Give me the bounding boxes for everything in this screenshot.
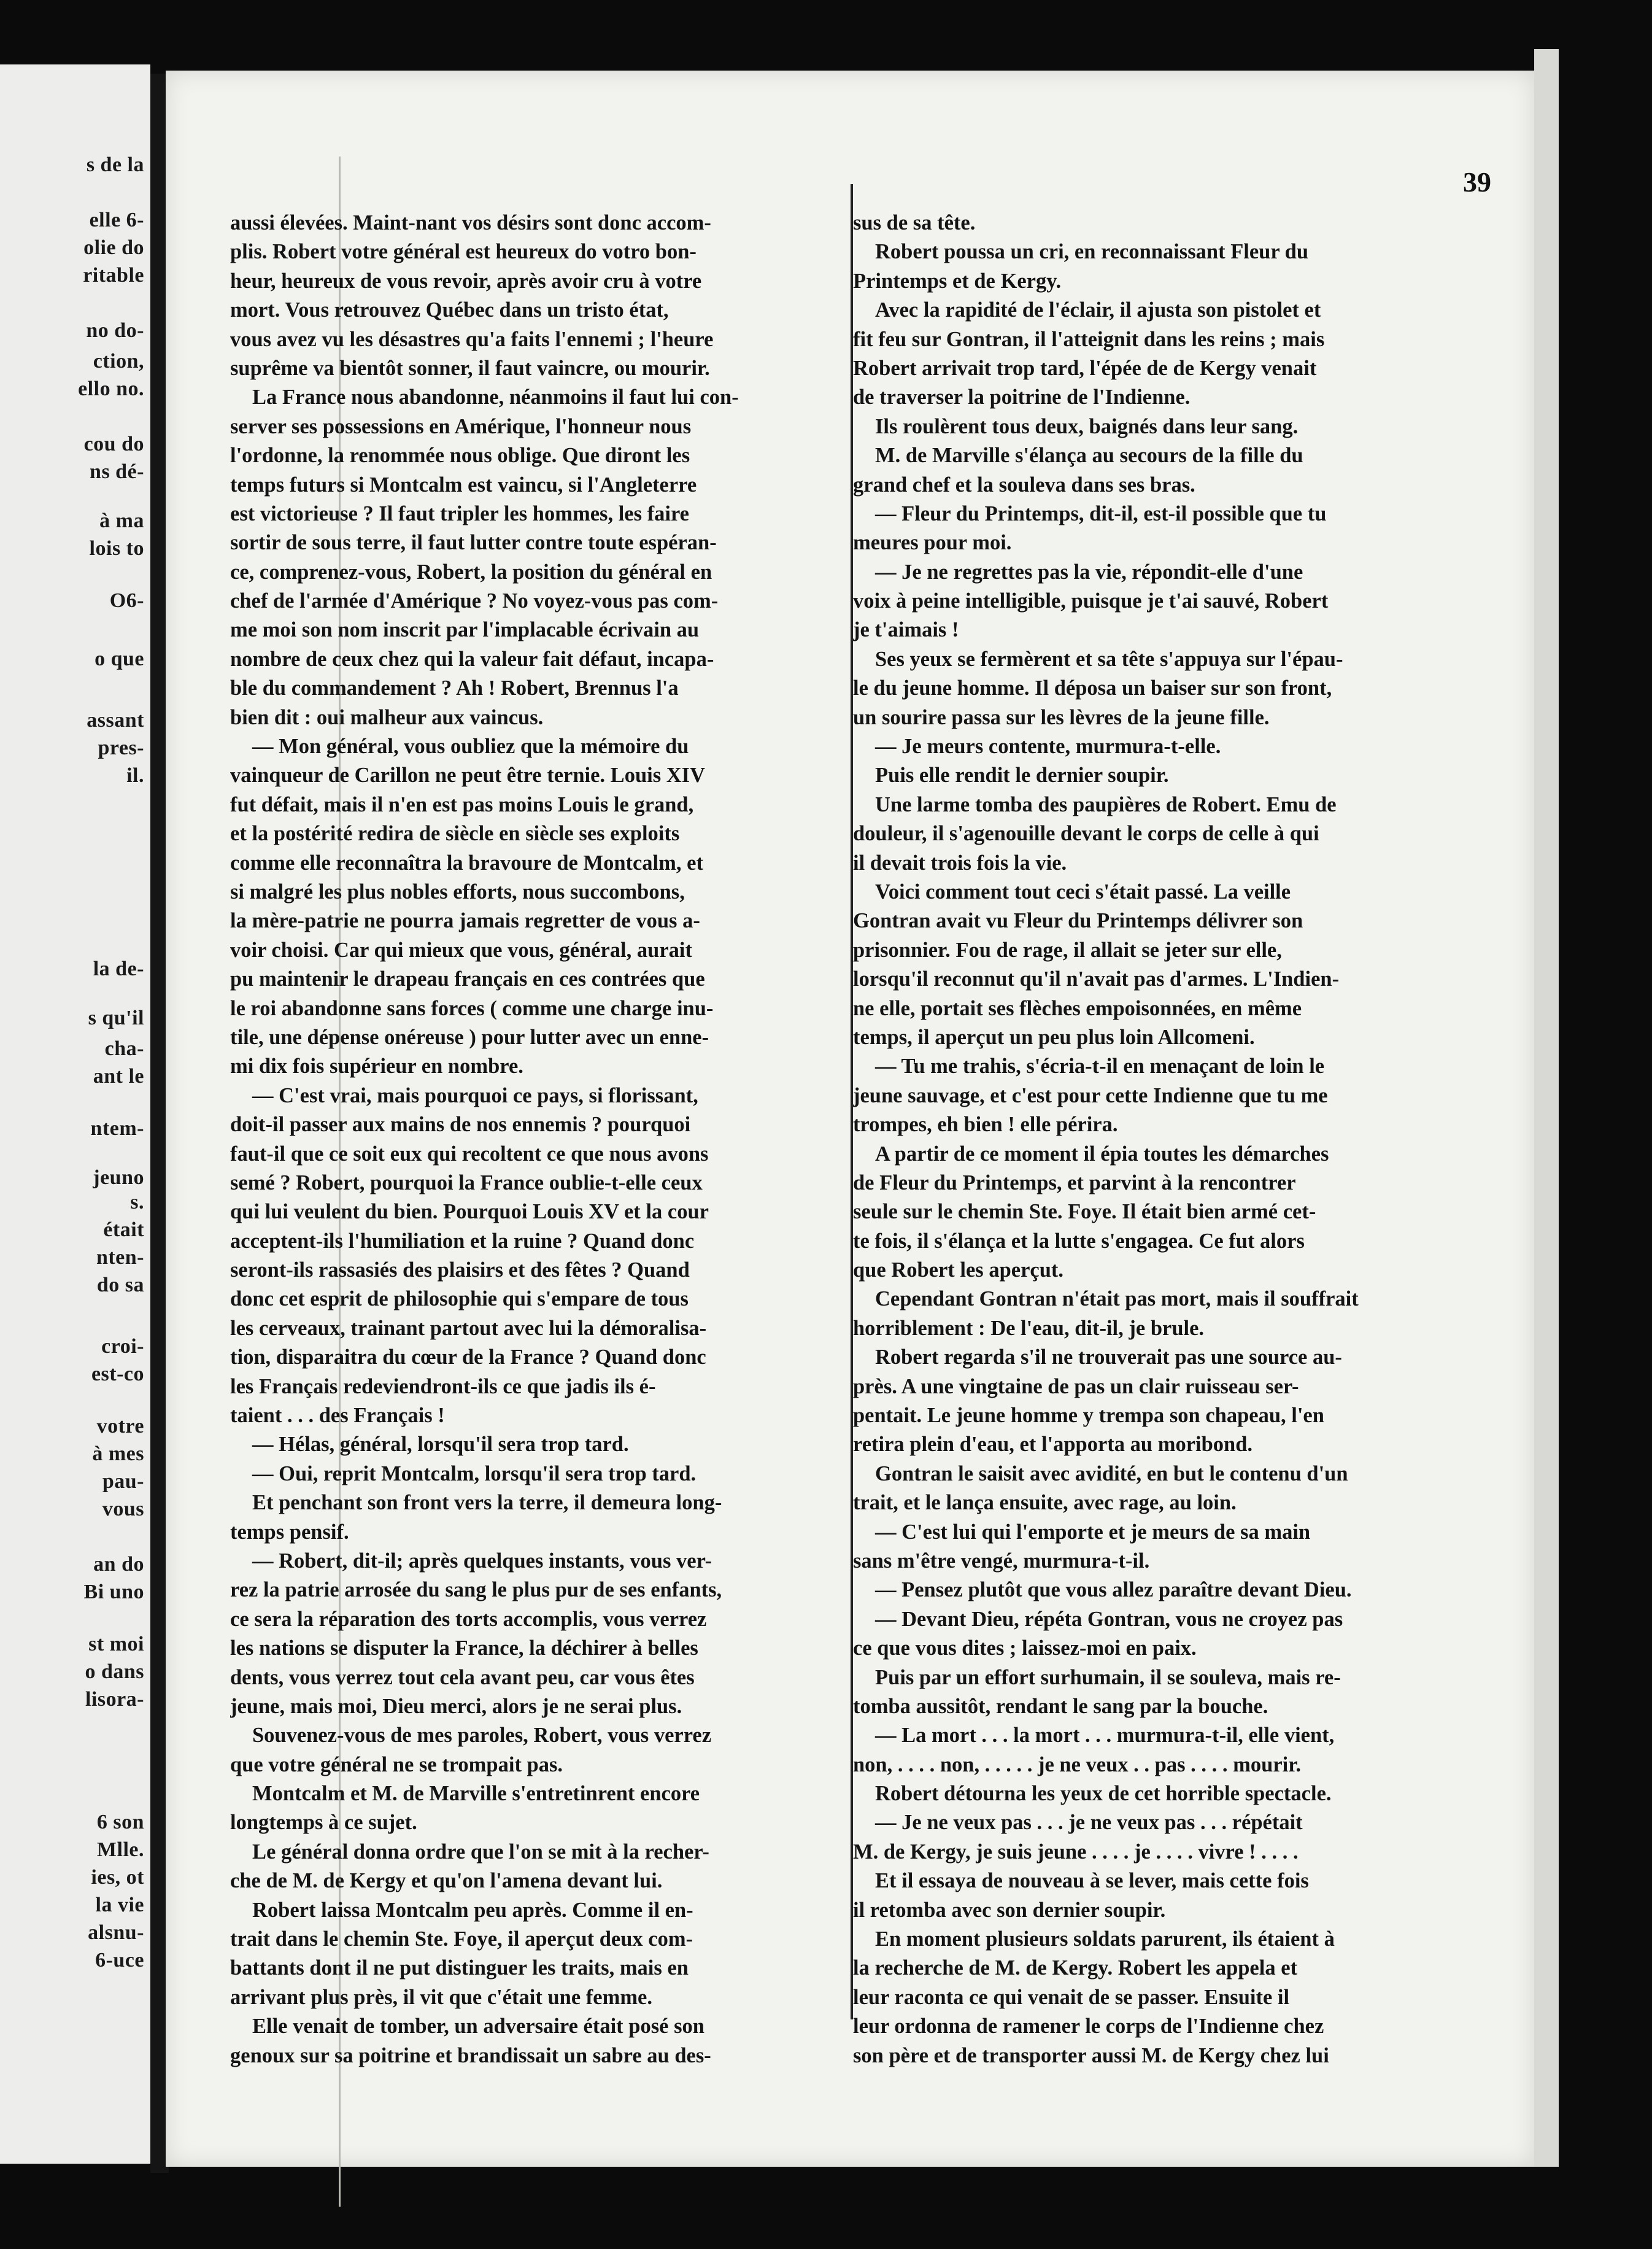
right-column-line: il retomba avec son dernier soupir. (853, 1898, 1166, 1922)
previous-page-text: pau- (102, 1470, 144, 1493)
previous-page-text: lisora- (85, 1688, 144, 1711)
left-column-line: les cerveaux, trainant partout avec lui la démoralisa- (230, 1316, 707, 1340)
left-column-line: Montcalm et M. de Marville s'entretinrent encore (252, 1782, 700, 1806)
left-column-line: longtemps à ce sujet. (230, 1811, 417, 1835)
right-column-line: non, . . . . non, . . . . . je ne veux . . pas . . . . mourir. (853, 1752, 1302, 1776)
right-column-line: tomba aussitôt, rendant le sang par la bouche. (853, 1694, 1268, 1718)
left-column-line: et la postérité redira de siècle en siècle ses exploits (230, 822, 680, 846)
right-column-line: Gontran avait vu Fleur du Printemps délivrer son (853, 909, 1303, 933)
left-column-line: plis. Robert votre général est heureux do votro bon- (230, 240, 697, 264)
left-column-line: comme elle reconnaîtra la bravoure de Montcalm, et (230, 851, 703, 875)
right-column-line: M. de Kergy, je suis jeune . . . . je . . . . vivre ! . . . . (853, 1840, 1299, 1864)
right-column-line: meures pour moi. (853, 531, 1012, 555)
right-column-line: Puis elle rendit le dernier soupir. (875, 764, 1169, 788)
left-column-line: trait dans le chemin Ste. Foye, il aperçut deux com- (230, 1927, 693, 1951)
right-column-line: te fois, il s'élança et la lutte s'engagea. Ce fut alors (853, 1229, 1305, 1253)
right-column-line: Ses yeux se fermèrent et sa tête s'appuya sur l'épau- (875, 647, 1343, 671)
previous-page-text: cha- (104, 1037, 144, 1060)
left-column-line: bien dit : oui malheur aux vaincus. (230, 705, 544, 729)
right-column-line: A partir de ce moment il épia toutes les démarches (875, 1142, 1329, 1166)
left-column-line: le roi abandonne sans forces ( comme une charge inu- (230, 996, 714, 1020)
left-column-line: ce, comprenez-vous, Robert, la position du général en (230, 560, 712, 584)
previous-page-text: croi- (101, 1335, 144, 1358)
previous-page-text: cou do (83, 433, 144, 455)
left-column-line: donc cet esprit de philosophie qui s'empare de tous (230, 1287, 689, 1311)
page-number: 39 (1463, 166, 1491, 198)
previous-page-text: olie do (83, 236, 144, 259)
left-column-line: genoux sur sa poitrine et brandissait un sabre au des- (230, 2043, 711, 2067)
left-column-line: vous avez vu les désastres qu'a faits l'ennemi ; l'heure (230, 327, 714, 351)
left-column-line: acceptent-ils l'humiliation et la ruine ? Quand donc (230, 1229, 695, 1253)
right-column-line: trompes, eh bien ! elle périra. (853, 1113, 1118, 1137)
left-column-line: ce sera la réparation des torts accomplis, vous verrez (230, 1607, 707, 1631)
right-column-line: En moment plusieurs soldats parurent, ils étaient à (875, 1927, 1335, 1951)
right-column-line: ne elle, portait ses flèches empoisonnées, en même (853, 996, 1302, 1020)
right-column-line: M. de Marville s'élança au secours de la fille du (875, 444, 1303, 468)
right-text-column (853, 209, 1470, 2070)
right-column-line: près. A une vingtaine de pas un clair ruisseau ser- (853, 1374, 1299, 1398)
previous-page-text: ritable (83, 264, 144, 287)
right-column-line: le du jeune homme. Il déposa un baiser sur son front, (853, 676, 1332, 700)
previous-page-text: était (103, 1218, 144, 1241)
right-column-line: Puis par un effort surhumain, il se souleva, mais re- (875, 1665, 1341, 1689)
right-column-line: leur raconta ce qui venait de se passer. Ensuite il (853, 1985, 1290, 2009)
left-column-line: si malgré les plus nobles efforts, nous succombons, (230, 880, 685, 904)
previous-page-fragment (0, 64, 150, 2164)
previous-page-text: s. (130, 1191, 144, 1214)
right-column-line: son père et de transporter aussi M. de Kergy chez lui (853, 2043, 1329, 2067)
right-column-line: fit feu sur Gontran, il l'atteignit dans les reins ; mais (853, 327, 1325, 351)
right-column-line: — Je ne veux pas . . . je ne veux pas . . . répétait (875, 1811, 1303, 1835)
left-column-line: fut défait, mais il n'en est pas moins Louis le grand, (230, 792, 694, 816)
left-column-line: — Hélas, général, lorsqu'il sera trop tard. (252, 1433, 629, 1457)
right-column-line: douleur, il s'agenouille devant le corps de celle à qui (853, 822, 1319, 846)
left-column-line: ble du commandement ? Ah ! Robert, Brennus l'a (230, 676, 679, 700)
right-column-line: — Fleur du Printemps, dit-il, est-il possible que tu (875, 501, 1327, 525)
right-column-line: voix à peine intelligible, puisque je t'ai sauvé, Robert (853, 589, 1329, 613)
left-column-line: La France nous abandonne, néanmoins il faut lui con- (252, 385, 739, 409)
left-column-line: jeune, mais moi, Dieu merci, alors je ne serai plus. (230, 1694, 682, 1718)
left-column-line: — C'est vrai, mais pourquoi ce pays, si florissant, (252, 1083, 698, 1107)
right-column-line: temps, il aperçut un peu plus loin Allcomeni. (853, 1025, 1255, 1049)
right-column-line: grand chef et la souleva dans ses bras. (853, 473, 1195, 497)
right-column-line: un sourire passa sur les lèvres de la jeune fille. (853, 705, 1270, 729)
right-column-line: leur ordonna de ramener le corps de l'Indienne chez (853, 2015, 1324, 2038)
page-edge (1534, 49, 1559, 2167)
right-column-line: sus de sa tête. (853, 211, 976, 234)
left-text-column (230, 209, 847, 2070)
left-column-line: tion, disparaitra du cœur de la France ? Quand donc (230, 1345, 706, 1369)
previous-page-text: no do- (86, 319, 144, 342)
left-column-line: Le général donna ordre que l'on se mit à la recher- (252, 1840, 709, 1864)
left-column-line: mort. Vous retrouvez Québec dans un tristo état, (230, 298, 669, 322)
previous-page-text: ntem- (90, 1117, 144, 1140)
right-column-line: — Pensez plutôt que vous allez paraître devant Dieu. (875, 1578, 1352, 1602)
left-column-line: heur, heureux de vous revoir, après avoir cru à votre (230, 269, 702, 293)
left-column-line: aussi élevées. Maint-nant vos désirs sont donc accom- (230, 211, 711, 234)
previous-page-text: 6-uce (95, 1949, 144, 1972)
left-column-line: l'ordonne, la renommée nous oblige. Que diront les (230, 444, 690, 468)
previous-page-text: est-co (91, 1363, 144, 1385)
previous-page-text: s qu'il (88, 1007, 144, 1029)
left-column-line: rez la patrie arrosée du sang le plus pur de ses enfants, (230, 1578, 722, 1602)
previous-page-text: ction, (93, 350, 144, 373)
right-column-line: trait, et le lança ensuite, avec rage, au loin. (853, 1491, 1237, 1515)
left-column-line: seront-ils rassasiés des plaisirs et des fêtes ? Quand (230, 1258, 690, 1282)
right-column-line: — Tu me trahis, s'écria-t-il en menaçant de loin le (875, 1055, 1325, 1078)
previous-page-text: an do (93, 1553, 144, 1576)
left-column-line: les Français redeviendront-ils ce que jadis ils é- (230, 1374, 656, 1398)
previous-page-text: vous (102, 1498, 144, 1520)
previous-page-text: il. (126, 764, 144, 787)
right-column-line: pentait. Le jeune homme y trempa son chapeau, l'en (853, 1404, 1324, 1428)
previous-page-text: o dans (85, 1660, 144, 1683)
left-column-line: dents, vous verrez tout cela avant peu, car vous êtes (230, 1665, 695, 1689)
left-column-line: — Oui, reprit Montcalm, lorsqu'il sera trop tard. (252, 1461, 697, 1485)
previous-page-text: à mes (92, 1442, 144, 1465)
right-column-line: Printemps et de Kergy. (853, 269, 1062, 293)
previous-page-text: ies, ot (91, 1866, 144, 1889)
right-column-line: il devait trois fois la vie. (853, 851, 1067, 875)
previous-page-text: elle 6- (89, 209, 144, 231)
right-column-line: que Robert les aperçut. (853, 1258, 1064, 1282)
previous-page-text: Mlle. (96, 1838, 144, 1861)
previous-page-text: Bi uno (83, 1581, 144, 1603)
right-column-line: Robert regarda s'il ne trouverait pas une source au- (875, 1345, 1342, 1369)
left-column-line: che de M. de Kergy et qu'on l'amena devant lui. (230, 1869, 663, 1893)
right-column-line: de Fleur du Printemps, et parvint à la rencontrer (853, 1171, 1296, 1194)
right-column-line: lorsqu'il reconnut qu'il n'avait pas d'armes. L'Indien- (853, 967, 1340, 991)
left-column-line: — Mon général, vous oubliez que la mémoire du (252, 735, 689, 759)
right-column-line: de traverser la poitrine de l'Indienne. (853, 385, 1191, 409)
right-column-line: — Je ne regrettes pas la vie, répondit-elle d'une (875, 560, 1303, 584)
left-column-line: les nations se disputer la France, la déchirer à belles (230, 1636, 698, 1660)
left-column-line: Et penchant son front vers la terre, il demeura long- (252, 1491, 722, 1515)
left-column-line: Souvenez-vous de mes paroles, Robert, vous verrez (252, 1724, 712, 1748)
right-column-line: jeune sauvage, et c'est pour cette Indienne que tu me (853, 1083, 1328, 1107)
left-column-line: arrivant plus près, il vit que c'était une femme. (230, 1985, 652, 2009)
left-column-line: suprême va bientôt sonner, il faut vaincre, ou mourir. (230, 356, 710, 380)
right-column-line: sans m'être vengé, murmura-t-il. (853, 1549, 1150, 1573)
left-column-line: semé ? Robert, pourquoi la France oublie-t-elle ceux (230, 1171, 703, 1194)
left-column-line: que votre général ne se trompait pas. (230, 1752, 563, 1776)
left-column-line: me moi son nom inscrit par l'implacable écrivain au (230, 618, 700, 642)
left-column-line: faut-il que ce soit eux qui recoltent ce que nous avons (230, 1142, 709, 1166)
left-column-line: tile, une dépense onéreuse ) pour lutter avec un enne- (230, 1025, 709, 1049)
previous-page-text: alsnu- (88, 1921, 144, 1944)
previous-page-text: do sa (96, 1274, 144, 1296)
right-column-line: Robert arrivait trop tard, l'épée de de Kergy venait (853, 356, 1317, 380)
previous-page-text: votre (96, 1415, 144, 1438)
left-column-line: doit-il passer aux mains de nos ennemis ? pourquoi (230, 1113, 691, 1137)
left-column-line: chef de l'armée d'Amérique ? No voyez-vous pas com- (230, 589, 719, 613)
previous-page-text: ant le (93, 1065, 144, 1088)
left-column-line: battants dont il ne put distinguer les traits, mais en (230, 1956, 689, 1980)
left-column-line: mi dix fois supérieur en nombre. (230, 1055, 523, 1078)
left-column-line: nombre de ceux chez qui la valeur fait défaut, incapa- (230, 647, 714, 671)
previous-page-text: O6- (109, 589, 144, 612)
right-column-line: — Devant Dieu, répéta Gontran, vous ne croyez pas (875, 1607, 1343, 1631)
left-column-line: qui lui veulent du bien. Pourquoi Louis XV et la cour (230, 1200, 709, 1224)
left-column-line: vainqueur de Carillon ne peut être ternie. Louis XIV (230, 764, 706, 788)
previous-page-text: o que (95, 648, 144, 670)
previous-page-text: assant (87, 709, 144, 732)
previous-page-text: pres- (98, 737, 144, 759)
right-column-line: Robert détourna les yeux de cet horrible spectacle. (875, 1782, 1332, 1806)
previous-page-text: ns dé- (90, 460, 144, 483)
left-column-line: Robert laissa Montcalm peu après. Comme il en- (252, 1898, 693, 1922)
left-column-line: — Robert, dit-il; après quelques instants, vous ver- (252, 1549, 712, 1573)
right-column-line: Ils roulèrent tous deux, baignés dans leur sang. (875, 414, 1299, 438)
previous-page-text: la vie (95, 1894, 144, 1916)
previous-page-text: st moi (88, 1633, 144, 1655)
right-column-line: retira plein d'eau, et l'apporta au moribond. (853, 1433, 1253, 1457)
left-column-line: server ses possessions en Amérique, l'honneur nous (230, 414, 692, 438)
right-column-line: — La mort . . . la mort . . . murmura-t-il, elle vient, (875, 1724, 1335, 1748)
right-column-line: Une larme tomba des paupières de Robert. Emu de (875, 792, 1337, 816)
right-column-line: Voici comment tout ceci s'était passé. La veille (875, 880, 1291, 904)
previous-page-text: à ma (99, 509, 144, 532)
left-column-line: Elle venait de tomber, un adversaire était posé son (252, 2015, 704, 2038)
previous-page-text: 6 son (96, 1811, 144, 1833)
right-column-line: Cependant Gontran n'était pas mort, mais il souffrait (875, 1287, 1359, 1311)
left-column-line: temps pensif. (230, 1520, 349, 1544)
right-column-line: Avec la rapidité de l'éclair, il ajusta son pistolet et (875, 298, 1321, 322)
right-column-line: horriblement : De l'eau, dit-il, je brule. (853, 1316, 1205, 1340)
previous-page-text: lois to (89, 537, 144, 560)
right-column-line: — Je meurs contente, murmura-t-elle. (875, 735, 1221, 759)
left-column-line: est victorieuse ? Il faut tripler les hommes, les faire (230, 501, 689, 525)
left-column-line: sortir de sous terre, il faut lutter contre toute espéran- (230, 531, 717, 555)
previous-page-text: ello no. (78, 377, 144, 400)
left-column-line: temps futurs si Montcalm est vaincu, si l'Angleterre (230, 473, 697, 497)
right-column-line: seule sur le chemin Ste. Foye. Il était bien armé cet- (853, 1200, 1316, 1224)
right-column-line: Et il essaya de nouveau à se lever, mais cette fois (875, 1869, 1309, 1893)
right-column-line: je t'aimais ! (853, 618, 959, 642)
right-column-line: ce que vous dites ; laissez-moi en paix. (853, 1636, 1197, 1660)
right-column-line: — C'est lui qui l'emporte et je meurs de sa main (875, 1520, 1311, 1544)
previous-page-text: s de la (86, 153, 144, 176)
left-column-line: taient . . . des Français ! (230, 1404, 445, 1428)
previous-page-text: la de- (93, 958, 144, 980)
right-column-line: prisonnier. Fou de rage, il allait se jeter sur elle, (853, 938, 1282, 962)
left-column-line: la mère-patrie ne pourra jamais regretter de vous a- (230, 909, 700, 933)
left-column-line: voir choisi. Car qui mieux que vous, général, aurait (230, 938, 692, 962)
left-column-line: pu maintenir le drapeau français en ces contrées que (230, 967, 705, 991)
right-column-line: Robert poussa un cri, en reconnaissant Fleur du (875, 240, 1309, 264)
previous-page-text: nten- (96, 1246, 144, 1269)
right-column-line: la recherche de M. de Kergy. Robert les appela et (853, 1956, 1298, 1980)
previous-page-text: jeuno (93, 1166, 144, 1189)
right-column-line: Gontran le saisit avec avidité, en but le contenu d'un (875, 1461, 1348, 1485)
